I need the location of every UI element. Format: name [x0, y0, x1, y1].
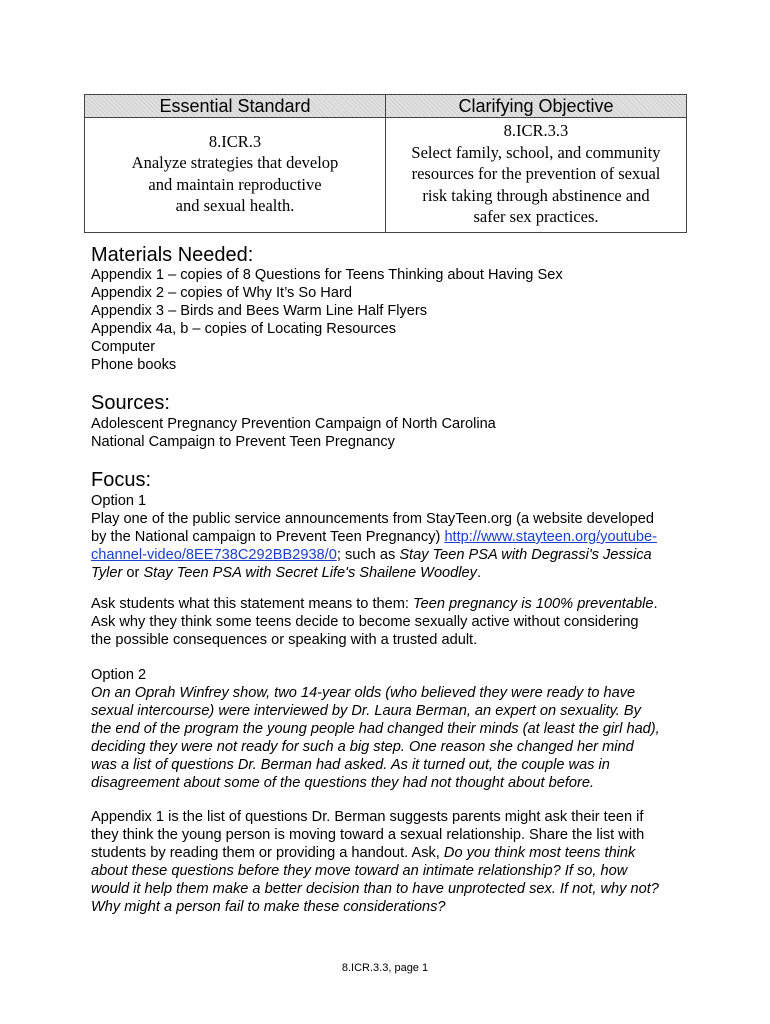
- appendix1-question-line: about these questions before they move toward an intimate relationship? If so, how: [91, 863, 628, 879]
- option1-text-segment: .: [476, 565, 482, 581]
- clarifying-objective-line: 8.ICR.3.3: [503, 121, 569, 140]
- ask-text-segment: Ask students what this statement means to them:: [91, 596, 414, 612]
- clarifying-objective-line: Select family, school, and community: [411, 142, 661, 162]
- materials-item: Appendix 4a, b – copies of Locating Resources: [91, 321, 397, 337]
- materials-item: Phone books: [91, 357, 177, 373]
- option1-text: [91, 546, 691, 564]
- option2-story-line: sexual intercourse) were interviewed by Dr. Laura Berman, an expert on sexuality. By: [91, 703, 641, 719]
- option1-text-segment: or: [122, 565, 144, 581]
- option2-block: [91, 666, 691, 792]
- option2-story-line: deciding they were not ready for such a big step. One reason she changed her mind: [91, 739, 634, 755]
- sources-heading: Sources:: [91, 392, 170, 414]
- option1-text: Play one of the public service announcements from StayTeen.org (a website developed: [91, 511, 654, 527]
- focus-heading: Focus:: [91, 469, 152, 491]
- source-item: Adolescent Pregnancy Prevention Campaign of North Carolina: [91, 416, 496, 432]
- source-item: National Campaign to Prevent Teen Pregnancy: [91, 434, 395, 450]
- essential-standard-cell: [85, 118, 386, 233]
- clarifying-objective-line: resources for the prevention of sexual: [411, 164, 661, 183]
- option2-story-line: On an Oprah Winfrey show, two 14-year olds (who believed they were ready to have: [91, 685, 636, 701]
- psa-title: Tyler: [91, 565, 123, 581]
- essential-standard-line: and sexual health.: [175, 196, 295, 216]
- option2-story-line: was a list of questions Dr. Berman had asked. As it turned out, the couple was in: [91, 757, 610, 773]
- essential-standard-line: and maintain reproductive: [148, 174, 322, 194]
- option1-ask-paragraph: [91, 595, 691, 649]
- stayteen-link[interactable]: http://www.stayteen.org/youtube-: [444, 529, 657, 545]
- option1-text: [91, 528, 691, 546]
- clarifying-objective-line: safer sex practices.: [473, 207, 599, 226]
- option2-story-line: disagreement about some of the questions they had not thought about before.: [91, 775, 595, 791]
- materials-item: Appendix 2 – copies of Why It’s So Hard: [91, 285, 352, 301]
- option2-story-line: the end of the program the young people had changed their minds (at least the girl had),: [91, 721, 660, 737]
- ask-text: Ask why they think some teens decide to become sexually active without considering: [91, 614, 639, 630]
- materials-item: Computer: [91, 339, 156, 355]
- materials-list: [91, 266, 691, 374]
- option2-label: Option 2: [91, 667, 147, 683]
- appendix1-question-line: Why might a person fail to make these considerations?: [91, 899, 446, 915]
- appendix1-question: Do you think most teens think: [443, 845, 636, 861]
- appendix1-text-segment: students by reading them or providing a handout. Ask,: [91, 845, 444, 861]
- ask-text-segment: .: [653, 596, 658, 612]
- option1-text: [91, 564, 691, 582]
- essential-standard-line: Analyze strategies that develop: [131, 153, 339, 173]
- ask-statement: Teen pregnancy is 100% preventable: [413, 596, 654, 612]
- appendix1-paragraph: [91, 808, 691, 916]
- materials-item: Appendix 3 – Birds and Bees Warm Line Half Flyers: [91, 303, 428, 319]
- option1-label: Option 1: [91, 493, 147, 509]
- ask-text: [91, 595, 691, 613]
- option1-text-segment: ; such as: [336, 547, 400, 563]
- psa-title: Stay Teen PSA with Degrassi's Jessica: [399, 547, 652, 563]
- option1-text-segment: by the National campaign to Prevent Teen Pregnancy): [91, 529, 445, 545]
- materials-item: Appendix 1 – copies of 8 Questions for Teens Thinking about Having Sex: [91, 267, 563, 283]
- stayteen-link-continued[interactable]: channel-video/8EE738C292BB2938/0: [91, 547, 337, 563]
- standards-table: [84, 94, 687, 233]
- ask-text: the possible consequences or speaking with a trusted adult.: [91, 632, 478, 648]
- clarifying-objective-cell: [386, 118, 687, 233]
- sources-list: [91, 415, 691, 451]
- appendix1-text: they think the young person is moving toward a sexual relationship. Share the list with: [91, 827, 645, 843]
- appendix1-text: Appendix 1 is the list of questions Dr. Berman suggests parents might ask their teen if: [91, 809, 644, 825]
- essential-standard-header: Essential Standard: [85, 95, 386, 118]
- page-footer: 8.ICR.3.3, page 1: [341, 962, 429, 974]
- clarifying-objective-header: Clarifying Objective: [386, 95, 687, 118]
- materials-heading: Materials Needed:: [91, 244, 254, 266]
- option1-block: [91, 492, 691, 582]
- clarifying-objective-line: risk taking through abstinence and: [422, 185, 650, 205]
- appendix1-text: [91, 844, 691, 862]
- appendix1-question-line: would it help them make a better decision than to have unprotected sex. If not, why not?: [91, 881, 659, 897]
- psa-title: Stay Teen PSA with Secret Life's Shailene Woodley: [143, 565, 477, 581]
- essential-standard-line: 8.ICR.3: [208, 131, 262, 151]
